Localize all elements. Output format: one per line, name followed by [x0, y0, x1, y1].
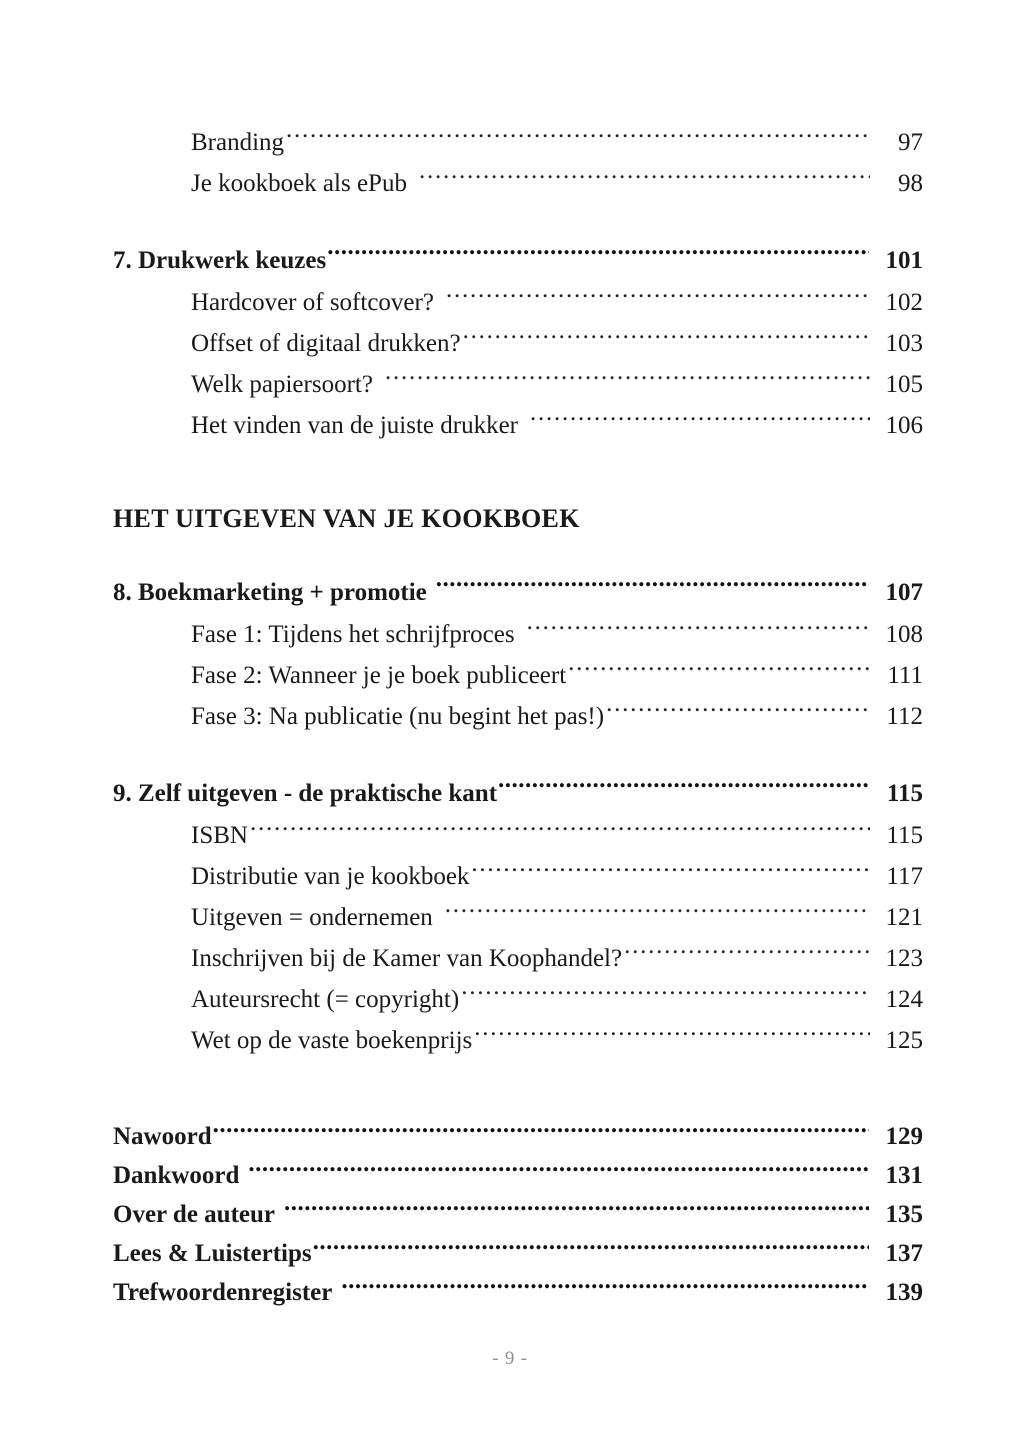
- toc-entry-page-number: 131: [885, 1162, 923, 1189]
- dot-leader: [527, 617, 870, 642]
- dot-leader: [213, 1119, 869, 1144]
- dot-leader: [436, 575, 869, 600]
- toc-entry-title: Dankwoord: [113, 1162, 240, 1189]
- toc-chapter-row[interactable]: [113, 1234, 923, 1273]
- toc-subentry-row[interactable]: [191, 696, 923, 737]
- toc-subentry-row[interactable]: [191, 897, 923, 938]
- toc-subentry-row[interactable]: [191, 282, 923, 323]
- toc-entry-title: ISBN: [191, 822, 248, 849]
- toc-subentry-row[interactable]: [191, 856, 923, 897]
- section-spacer: [113, 204, 923, 240]
- toc-subentry-row[interactable]: [191, 163, 923, 204]
- toc-entry-page-number: 117: [886, 863, 923, 890]
- toc-group: [113, 1117, 923, 1312]
- toc-entry-page-number: 102: [885, 289, 923, 316]
- dot-leader: [463, 326, 870, 351]
- toc-entry-title: 7. Drukwerk keuzes: [113, 247, 327, 274]
- toc-group: [113, 240, 923, 446]
- section-spacer: [113, 536, 923, 572]
- toc-entry-title: Inschrijven bij de Kamer van Koophandel?: [191, 945, 623, 972]
- toc-entry-page-number: 112: [886, 703, 923, 730]
- dot-leader: [327, 243, 869, 268]
- section-spacer: [113, 737, 923, 773]
- toc-subentry-row[interactable]: [191, 122, 923, 163]
- toc-entry-title: 8. Boekmarketing + promotie: [113, 579, 427, 606]
- dot-leader: [445, 900, 870, 925]
- toc-entry-title: Branding: [191, 129, 285, 156]
- dot-leader: [341, 1275, 869, 1300]
- toc-subentry-row[interactable]: [191, 815, 923, 856]
- toc-group: [113, 572, 923, 737]
- toc-entry-page-number: 106: [885, 412, 923, 439]
- toc-chapter-row[interactable]: [113, 572, 923, 614]
- toc-entry-page-number: 101: [885, 247, 923, 274]
- toc-entry-title: Fase 3: Na publicatie (nu begint het pas!): [191, 703, 605, 730]
- dot-leader: [461, 982, 870, 1007]
- toc-entry-page-number: 108: [885, 621, 923, 648]
- dot-leader: [286, 125, 870, 150]
- toc-entry-page-number: 107: [885, 579, 923, 606]
- toc-entry-page-number: 105: [885, 371, 923, 398]
- toc-entry-title: Hardcover of softcover?: [191, 289, 434, 316]
- toc-entry-page-number: 111: [887, 662, 923, 689]
- toc-entry-title: Offset of digitaal drukken?: [191, 330, 461, 357]
- toc-subentry-row[interactable]: [191, 979, 923, 1020]
- toc-entry-title: Distributie van je kookboek: [191, 863, 470, 890]
- toc-subentry-row[interactable]: [191, 938, 923, 979]
- toc-entry-title: Nawoord: [113, 1123, 212, 1150]
- toc-subentry-row[interactable]: [191, 1020, 923, 1061]
- toc-entry-title: Fase 2: Wanneer je je boek publiceert: [191, 662, 567, 689]
- dot-leader: [624, 941, 870, 966]
- dot-leader: [530, 408, 870, 433]
- toc-chapter-row[interactable]: [113, 1273, 923, 1312]
- page-footer: - 9 -: [492, 1348, 528, 1369]
- toc-chapter-row[interactable]: [113, 240, 923, 282]
- dot-leader: [471, 859, 870, 884]
- toc-subentry-row[interactable]: [191, 614, 923, 655]
- dot-leader: [419, 166, 870, 191]
- toc-entry-page-number: 137: [885, 1240, 923, 1267]
- toc-entry-page-number: 97: [898, 129, 923, 156]
- toc-chapter-row[interactable]: [113, 1156, 923, 1195]
- toc-entry-title: Over de auteur: [113, 1201, 276, 1228]
- toc-entry-page-number: 124: [885, 986, 923, 1013]
- toc-entry-page-number: 115: [886, 822, 923, 849]
- toc-part-heading: HET UITGEVEN VAN JE KOOKBOEK: [113, 504, 580, 533]
- toc-chapter-row[interactable]: [113, 1195, 923, 1234]
- toc-entry-title: Het vinden van de juiste drukker: [191, 412, 518, 439]
- section-spacer: [113, 446, 923, 502]
- toc-entry-title: Wet op de vaste boekenprijs: [191, 1027, 473, 1054]
- toc-entry-title: Trefwoordenregister: [113, 1279, 333, 1306]
- dot-leader: [250, 818, 870, 843]
- toc-entry-page-number: 135: [885, 1201, 923, 1228]
- dot-leader: [248, 1158, 869, 1183]
- section-spacer: [113, 1061, 923, 1117]
- toc-entry-title: Uitgeven = ondernemen: [191, 904, 433, 931]
- dot-leader: [474, 1023, 870, 1048]
- toc-entry-page-number: 125: [885, 1027, 923, 1054]
- toc-chapter-row[interactable]: [113, 1117, 923, 1156]
- toc-entry-page-number: 115: [886, 780, 923, 807]
- toc-subentry-row[interactable]: [191, 655, 923, 696]
- toc-entry-page-number: 123: [885, 945, 923, 972]
- toc-list: [113, 122, 923, 1312]
- dot-leader: [385, 367, 870, 392]
- toc-entry-page-number: 139: [885, 1279, 923, 1306]
- toc-entry-page-number: 103: [885, 330, 923, 357]
- toc-entry-title: Lees & Luistertips: [113, 1240, 312, 1267]
- toc-subentry-row[interactable]: [191, 405, 923, 446]
- toc-entry-title: Welk papiersoort?: [191, 371, 373, 398]
- dot-leader: [313, 1236, 869, 1261]
- toc-entry-title: Auteursrecht (= copyright): [191, 986, 460, 1013]
- toc-entry-title: Je kookboek als ePub: [191, 170, 407, 197]
- dot-leader: [446, 285, 870, 310]
- dot-leader: [568, 658, 870, 683]
- toc-entry-page-number: 121: [885, 904, 923, 931]
- toc-entry-page-number: 98: [898, 170, 923, 197]
- toc-chapter-row[interactable]: [113, 773, 923, 815]
- toc-entry-title: Fase 1: Tijdens het schrijfproces: [191, 621, 515, 648]
- dot-leader: [606, 699, 870, 724]
- toc-entry-page-number: 129: [885, 1123, 923, 1150]
- dot-leader: [498, 776, 869, 801]
- toc-group: [113, 773, 923, 1061]
- toc-group: [113, 122, 923, 204]
- toc-subentry-row[interactable]: [191, 364, 923, 405]
- dot-leader: [284, 1197, 869, 1222]
- toc-subentry-row[interactable]: [191, 323, 923, 364]
- toc-entry-title: 9. Zelf uitgeven - de praktische kant: [113, 780, 498, 807]
